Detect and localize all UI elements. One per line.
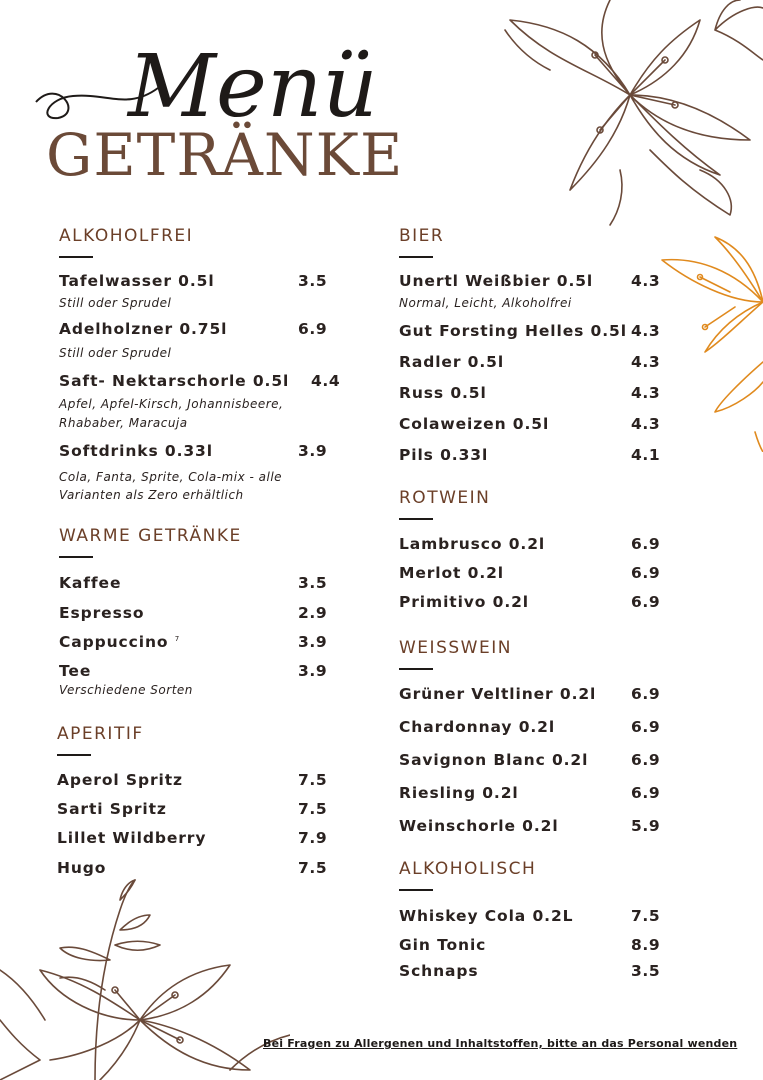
item-name: Colaweizen 0.5l bbox=[399, 415, 550, 433]
item-price: 3.9 bbox=[298, 662, 328, 680]
section-title: WARME GETRÄNKE bbox=[59, 526, 242, 546]
item-name: Riesling 0.2l bbox=[399, 784, 519, 802]
lily-flower-top-right-illustration bbox=[500, 0, 763, 230]
allergen-notice: Bei Fragen zu Allergenen und Inhaltstoffen, bitte an das Personal wenden bbox=[263, 1037, 738, 1050]
item-description-line2: Varianten als Zero erhältlich bbox=[59, 488, 244, 502]
item-price: 3.5 bbox=[631, 962, 661, 980]
item-name: Softdrinks 0.33l bbox=[59, 442, 213, 460]
item-name: Weinschorle 0.2l bbox=[399, 817, 559, 835]
item-name: Aperol Spritz bbox=[57, 771, 183, 789]
item-price: 7.5 bbox=[298, 800, 328, 818]
item-price: 6.9 bbox=[298, 320, 328, 338]
item-name bbox=[59, 633, 180, 651]
item-name: Merlot 0.2l bbox=[399, 564, 505, 582]
item-name: Grüner Veltliner 0.2l bbox=[399, 685, 597, 703]
item-price: 4.3 bbox=[631, 353, 661, 371]
item-name: Chardonnay 0.2l bbox=[399, 718, 556, 736]
item-name: Hugo bbox=[57, 859, 107, 877]
item-name: Gin Tonic bbox=[399, 936, 487, 954]
item-name: Pils 0.33l bbox=[399, 446, 489, 464]
item-price: 3.9 bbox=[298, 442, 328, 460]
item-name: Lillet Wildberry bbox=[57, 829, 207, 847]
item-price: 4.3 bbox=[631, 272, 661, 290]
section-divider bbox=[57, 754, 91, 756]
item-name: Tafelwasser 0.5l bbox=[59, 272, 215, 290]
item-name: Savignon Blanc 0.2l bbox=[399, 751, 589, 769]
item-name: Tee bbox=[59, 662, 92, 680]
page-title: GETRÄNKE bbox=[46, 121, 404, 189]
item-price: 5.9 bbox=[631, 817, 661, 835]
section-divider bbox=[59, 556, 93, 558]
lily-flower-bottom-left-illustration bbox=[0, 870, 290, 1080]
section-title: BIER bbox=[399, 226, 445, 246]
item-name: Gut Forsting Helles 0.5l bbox=[399, 322, 627, 340]
item-price: 6.9 bbox=[631, 685, 661, 703]
section-divider bbox=[399, 256, 433, 258]
item-price: 6.9 bbox=[631, 718, 661, 736]
allergen-superscript: 7 bbox=[174, 634, 181, 643]
section-divider bbox=[399, 889, 433, 891]
item-name: Saft- Nektarschorle 0.5l bbox=[59, 372, 290, 390]
section-alkoholfrei bbox=[59, 226, 341, 502]
item-name: Espresso bbox=[59, 604, 145, 622]
item-price: 7.9 bbox=[298, 829, 328, 847]
section-title: ROTWEIN bbox=[399, 488, 491, 508]
section-title: ALKOHOLISCH bbox=[399, 859, 537, 879]
item-name: Unertl Weißbier 0.5l bbox=[399, 272, 594, 290]
item-price: 4.3 bbox=[631, 415, 661, 433]
item-description: Still oder Sprudel bbox=[59, 296, 172, 310]
section-alkoholisch bbox=[399, 859, 661, 980]
script-title-text: Menü bbox=[128, 37, 378, 137]
item-price: 3.5 bbox=[298, 574, 328, 592]
item-price: 4.3 bbox=[631, 322, 661, 340]
item-price: 4.4 bbox=[311, 372, 341, 390]
section-title: ALKOHOLFREI bbox=[59, 226, 194, 246]
item-description: Cola, Fanta, Sprite, Cola-mix - alle bbox=[59, 470, 283, 484]
section-warme-getraenke bbox=[59, 526, 329, 697]
section-title: WEISSWEIN bbox=[399, 638, 512, 658]
item-name: Whiskey Cola 0.2L bbox=[399, 907, 574, 925]
section-divider bbox=[399, 668, 433, 670]
item-name: Radler 0.5l bbox=[399, 353, 505, 371]
item-name-text: Cappuccino bbox=[59, 633, 169, 651]
item-description: Apfel, Apfel-Kirsch, Johannisbeere, bbox=[59, 397, 284, 411]
item-name: Lambrusco 0.2l bbox=[399, 535, 546, 553]
item-price: 6.9 bbox=[631, 751, 661, 769]
item-price: 2.9 bbox=[298, 604, 328, 622]
orange-lily-illustration bbox=[660, 232, 763, 452]
item-name: Russ 0.5l bbox=[399, 384, 487, 402]
item-description: Normal, Leicht, Alkoholfrei bbox=[399, 296, 572, 310]
item-name: Schnaps bbox=[399, 962, 479, 980]
item-price: 6.9 bbox=[631, 564, 661, 582]
item-price: 6.9 bbox=[631, 784, 661, 802]
item-price: 4.1 bbox=[631, 446, 661, 464]
item-description: Still oder Sprudel bbox=[59, 346, 172, 360]
item-price: 4.3 bbox=[631, 384, 661, 402]
section-divider bbox=[399, 518, 433, 520]
section-bier bbox=[399, 226, 661, 464]
section-title: APERITIF bbox=[57, 724, 144, 744]
item-price: 7.5 bbox=[631, 907, 661, 925]
item-description-line2: Rhababer, Maracuja bbox=[59, 416, 188, 430]
item-price: 3.5 bbox=[298, 272, 328, 290]
item-price: 8.9 bbox=[631, 936, 661, 954]
item-name: Primitivo 0.2l bbox=[399, 593, 530, 611]
section-weisswein bbox=[399, 638, 661, 835]
item-price: 3.9 bbox=[298, 633, 328, 651]
item-name: Sarti Spritz bbox=[57, 800, 167, 818]
section-divider bbox=[59, 256, 93, 258]
item-name: Kaffee bbox=[59, 574, 122, 592]
item-description: Verschiedene Sorten bbox=[59, 683, 193, 697]
section-aperitif bbox=[57, 724, 329, 877]
item-price: 7.5 bbox=[298, 771, 328, 789]
script-title bbox=[28, 18, 388, 138]
item-name: Adelholzner 0.75l bbox=[59, 320, 228, 338]
section-rotwein bbox=[399, 488, 661, 611]
item-price: 6.9 bbox=[631, 535, 661, 553]
item-price: 7.5 bbox=[298, 859, 328, 877]
item-price: 6.9 bbox=[631, 593, 661, 611]
